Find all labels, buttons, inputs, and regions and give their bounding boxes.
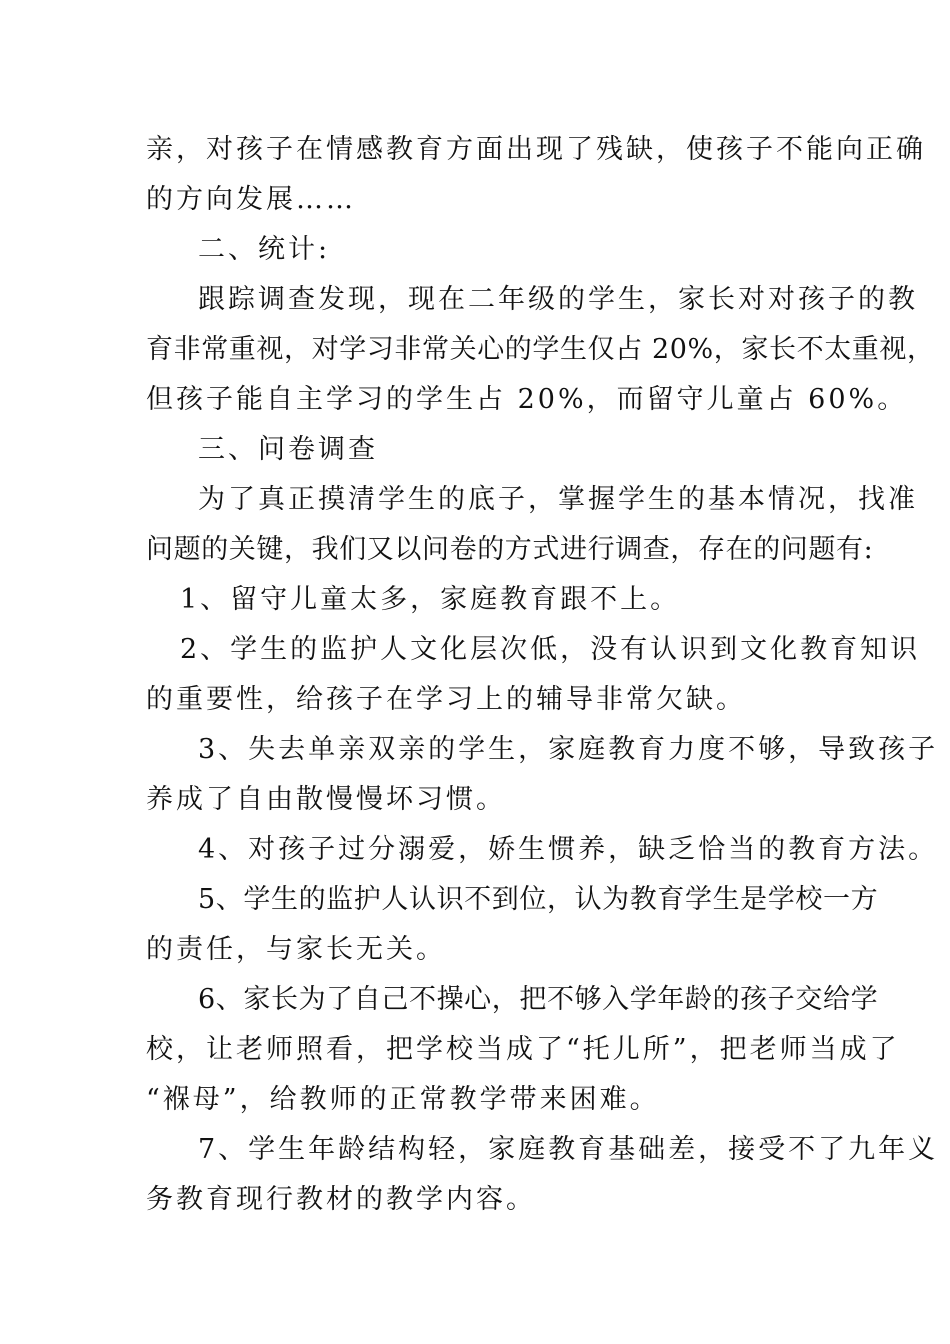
list-item: 3、失去单亲双亲的学生，家庭教育力度不够，导致孩子	[198, 734, 939, 765]
text-line: 育非常重视，对学习非常关心的学生仅占 20%，家长不太重视，	[146, 334, 935, 365]
text-line: 但孩子能自主学习的学生占 20%，而留守儿童占 60%。	[146, 384, 908, 415]
text-line: 的方向发展……	[146, 184, 356, 215]
text-line: 的责任，与家长无关。	[146, 934, 446, 965]
section-heading: 二、统计:	[198, 234, 331, 265]
text-line: 亲，对孩子在情感教育方面出现了残缺，使孩子不能向正确	[146, 134, 926, 165]
text-line: 问题的关键，我们又以问卷的方式进行调查，存在的问题有:	[146, 534, 874, 565]
text-line: 校，让老师照看，把学校当成了“托儿所”，把老师当成了	[146, 1034, 900, 1065]
text-line: 跟踪调查发现，现在二年级的学生，家长对对孩子的教	[198, 284, 918, 315]
list-item: 2、学生的监护人文化层次低，没有认识到文化教育知识	[180, 634, 921, 665]
text-line: 为了真正摸清学生的底子，掌握学生的基本情况，找准	[198, 484, 918, 515]
text-line: 务教育现行教材的教学内容。	[146, 1184, 536, 1215]
list-item: 6、家长为了自己不操心，把不够入学年龄的孩子交给学	[198, 984, 879, 1015]
list-item: 5、学生的监护人认识不到位，认为教育学生是学校一方	[198, 884, 879, 915]
text-line: “褓母”，给教师的正常教学带来困难。	[146, 1084, 660, 1115]
list-item: 7、学生年龄结构轻，家庭教育基础差，接受不了九年义	[198, 1134, 939, 1165]
list-item: 1、留守儿童太多，家庭教育跟不上。	[180, 584, 681, 615]
text-line: 的重要性，给孩子在学习上的辅导非常欠缺。	[146, 684, 746, 715]
list-item: 4、对孩子过分溺爱，娇生惯养，缺乏恰当的教育方法。	[198, 834, 939, 865]
section-heading: 三、问卷调查	[198, 434, 378, 465]
text-line: 养成了自由散慢慢坏习惯。	[146, 784, 506, 815]
